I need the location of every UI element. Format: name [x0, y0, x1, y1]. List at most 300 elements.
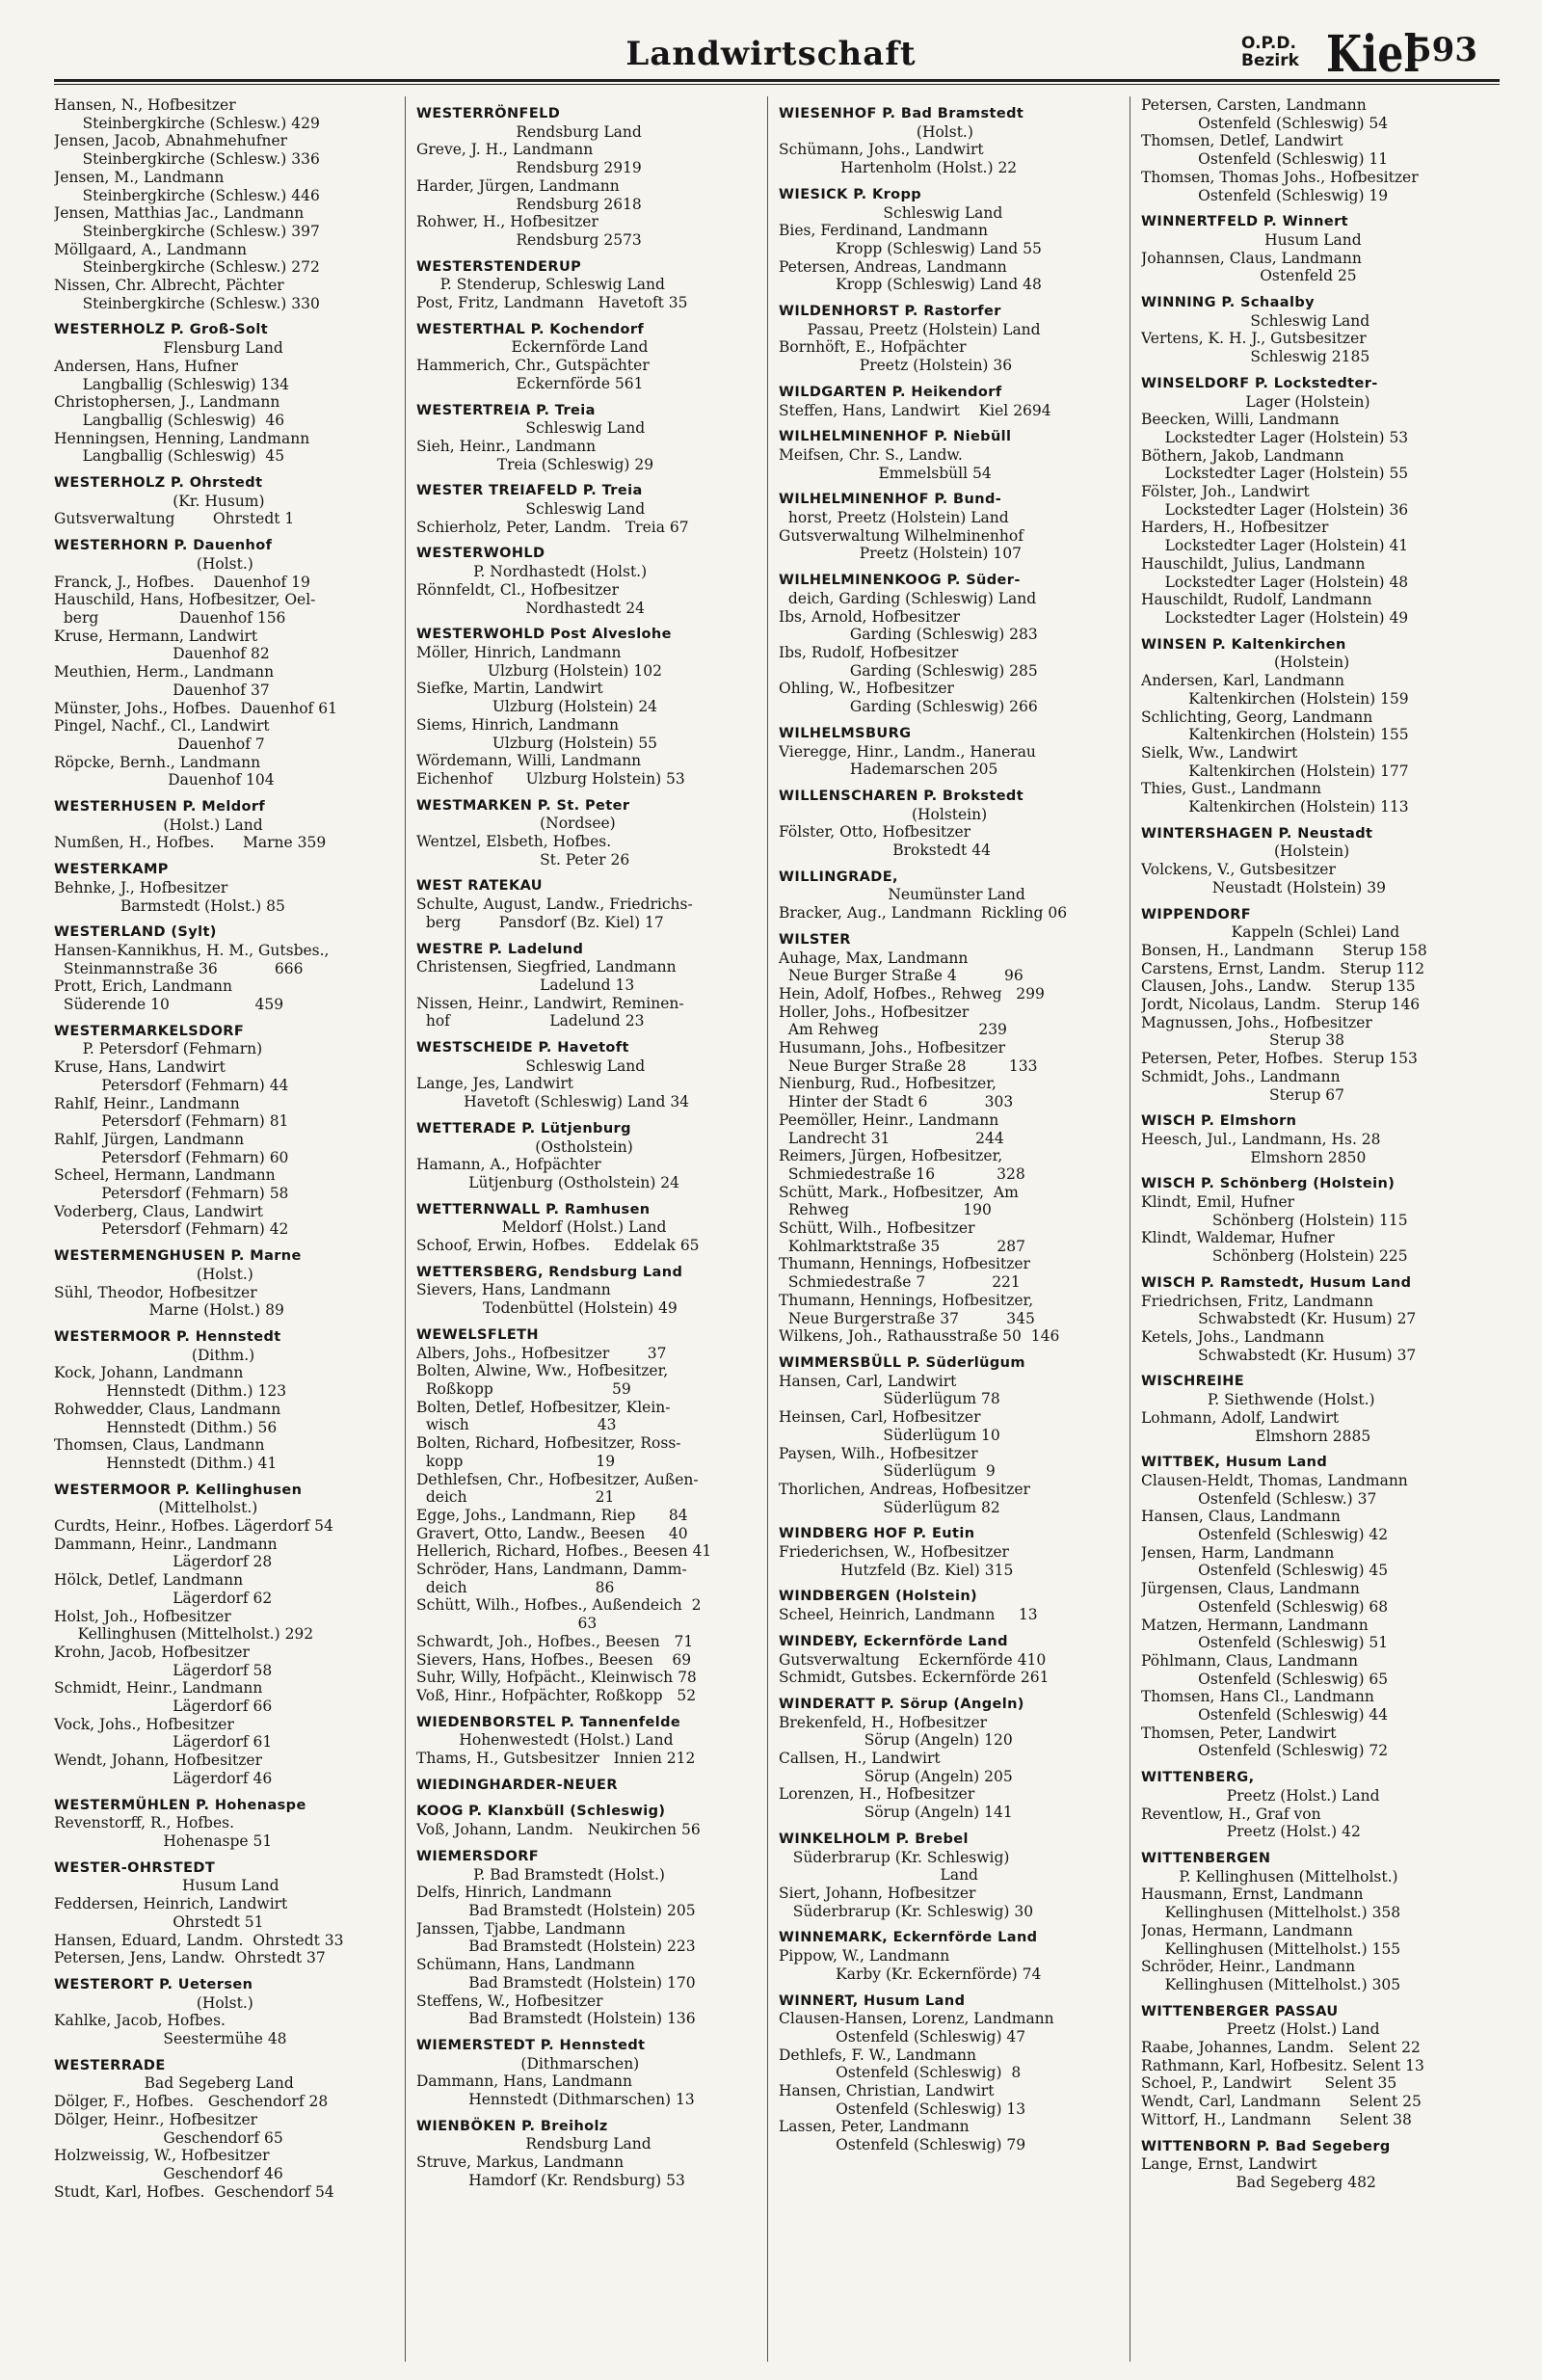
directory-line: Andersen, Hans, Hufner	[54, 357, 238, 375]
directory-line: Thomsen, Detlef, Landwirt	[1141, 132, 1343, 150]
directory-line: Bad Bramstedt (Holstein) 223	[416, 1938, 696, 1956]
place-heading: WESTERTHAL P. Kochendorf	[416, 321, 645, 337]
directory-line: Rathmann, Karl, Hofbesitz. Selent 13	[1141, 2056, 1424, 2074]
directory-line: Rohwer, H., Hofbesitzer	[416, 213, 598, 231]
directory-line: Kruse, Hans, Landwirt	[54, 1058, 226, 1077]
directory-line: Gutsverwaltung Eckernförde 410	[779, 1650, 1047, 1669]
directory-line: Nissen, Heinr., Landwirt, Reminen-	[416, 994, 684, 1012]
directory-line: Peemöller, Heinr., Landmann	[779, 1110, 999, 1129]
directory-line: Studt, Karl, Hofbes. Geschendorf 54	[54, 2182, 334, 2201]
directory-line: Hamann, A., Hofpächter	[416, 1156, 601, 1174]
header-rule-thin	[54, 84, 1500, 85]
place-heading: WINNERTFELD P. Winnert	[1141, 214, 1348, 230]
directory-line: Delfs, Hinrich, Landmann	[416, 1884, 612, 1902]
directory-line: Jordt, Nicolaus, Landm. Sterup 146	[1141, 996, 1421, 1014]
directory-line: Gutsverwaltung Wilhelminenhof	[779, 526, 1024, 545]
directory-line: Bad Bramstedt (Holstein) 136	[416, 2010, 696, 2028]
place-heading: WESTERRADE	[54, 2057, 166, 2073]
directory-line: Post, Fritz, Landmann Havetoft 35	[416, 294, 688, 312]
directory-line: Petersdorf (Fehmarn) 81	[54, 1112, 289, 1131]
directory-line: Bolten, Alwine, Ww., Hofbesitzer,	[416, 1362, 669, 1380]
place-heading: WINNEMARK, Eckernförde Land	[779, 1930, 1038, 1946]
directory-line: Seestermühe 48	[54, 2030, 287, 2048]
directory-line: Husum Land	[1141, 230, 1362, 249]
directory-line: Schleswig Land	[779, 203, 1003, 222]
directory-line: Hademarschen 205	[779, 761, 998, 779]
directory-line: Hohenwestedt (Holst.) Land	[416, 1731, 674, 1750]
directory-line: Landrecht 31 244	[779, 1129, 1004, 1147]
directory-line: Petersdorf (Fehmarn) 44	[54, 1076, 289, 1094]
directory-line: Hohenaspe 51	[54, 1832, 273, 1850]
place-heading: WESTERMÜHLEN P. Hohenaspe	[54, 1797, 306, 1813]
directory-line: Meifsen, Chr. S., Landw.	[779, 445, 963, 464]
directory-line: Franck, J., Hofbes. Dauenhof 19	[54, 573, 310, 591]
directory-line: Scheel, Heinrich, Landmann 13	[779, 1606, 1038, 1624]
directory-line: Ostenfeld (Schleswig) 45	[1141, 1562, 1389, 1580]
directory-line: Schleswig Land	[416, 1056, 646, 1075]
place-heading: WINSEN P. Kaltenkirchen	[1141, 636, 1346, 653]
directory-line: Kellinghusen (Mittelholst.) 358	[1141, 1904, 1401, 1922]
directory-line: Süderlügum 82	[779, 1498, 1000, 1516]
directory-line: Nordhastedt 24	[416, 599, 645, 617]
directory-line: Böthern, Jakob, Landmann	[1141, 446, 1344, 465]
directory-line: deich 86	[416, 1578, 615, 1596]
directory-line: Ostenfeld (Schleswig) 44	[1141, 1706, 1389, 1725]
directory-line: Petersdorf (Fehmarn) 58	[54, 1185, 289, 1203]
directory-line: Dauenhof 37	[54, 681, 270, 699]
directory-line: Karby (Kr. Eckernförde) 74	[779, 1965, 1042, 1983]
directory-line: Feddersen, Heinrich, Landwirt	[54, 1895, 288, 1913]
directory-line: Neumünster Land	[779, 886, 1025, 904]
directory-line: Schlichting, Georg, Landmann	[1141, 708, 1373, 726]
directory-line: P. Kellinghusen (Mittelholst.)	[1141, 1867, 1398, 1885]
directory-line: Preetz (Holst.) 42	[1141, 1823, 1361, 1841]
directory-line: Sielk, Ww., Landwirt	[1141, 743, 1298, 762]
directory-line: Elmshorn 2850	[1141, 1148, 1367, 1166]
bezirk-label: Bezirk	[1241, 51, 1299, 70]
directory-line: Schleswig Land	[1141, 311, 1370, 330]
directory-line: Dammann, Hans, Landmann	[416, 2072, 633, 2091]
directory-line: Ostenfeld (Schleswig) 8	[779, 2064, 1022, 2082]
directory-line: Ibs, Arnold, Hofbesitzer	[779, 607, 961, 626]
directory-line: Lockstedter Lager (Holstein) 55	[1141, 465, 1409, 483]
directory-line: (Holst.) Land	[54, 816, 263, 834]
directory-line: Prott, Erich, Landmann	[54, 977, 233, 996]
directory-line: Kruse, Hermann, Landwirt	[54, 627, 258, 645]
directory-line: (Holst.)	[54, 1265, 253, 1283]
directory-line: Bad Bramstedt (Holstein) 205	[416, 1901, 696, 1919]
directory-line: Rendsburg 2573	[416, 230, 642, 249]
place-heading: WESTERLAND (Sylt)	[54, 924, 217, 941]
directory-line: wisch 43	[416, 1416, 617, 1434]
directory-line: Steinbergkirche (Schlesw.) 336	[54, 150, 320, 169]
directory-line: Süderende 10 459	[54, 996, 284, 1014]
directory-line: P. Siethwende (Holst.)	[1141, 1391, 1375, 1409]
directory-line: Behnke, J., Hofbesitzer	[54, 878, 228, 896]
directory-line: Schümann, Hans, Landmann	[416, 1956, 635, 1974]
directory-line: Bad Segeberg 482	[1141, 2173, 1376, 2191]
directory-line: Land	[779, 1866, 978, 1885]
directory-line: Sörup (Angeln) 205	[779, 1767, 1013, 1785]
directory-line: Möller, Hinrich, Landmann	[416, 643, 622, 661]
directory-line: Christophersen, J., Landmann	[54, 393, 280, 412]
directory-line: Christensen, Siegfried, Landmann	[416, 958, 677, 976]
directory-line: Hinter der Stadt 6 303	[779, 1093, 1014, 1111]
directory-line: P. Nordhastedt (Holst.)	[416, 563, 648, 581]
directory-line: Kellinghusen (Mittelholst.) 292	[54, 1625, 314, 1644]
place-heading: WIMMERSBÜLL P. Süderlügum	[779, 1355, 1025, 1371]
directory-line: Sörup (Angeln) 141	[779, 1804, 1013, 1822]
directory-line: Schmidt, Gutsbes. Eckernförde 261	[779, 1669, 1050, 1687]
directory-line: Johannsen, Claus, Landmann	[1141, 249, 1362, 267]
directory-line: Friedrichsen, Fritz, Landmann	[1141, 1292, 1373, 1310]
page-title: Landwirtschaft	[625, 35, 917, 73]
place-heading: WILHELMSBURG	[779, 725, 912, 741]
place-heading: WESTERORT P. Uetersen	[54, 1976, 253, 1992]
directory-line: Eckernförde 561	[416, 374, 644, 392]
place-heading: WIEDINGHARDER-NEUER	[416, 1777, 618, 1793]
directory-line: Ulzburg (Holstein) 55	[416, 734, 658, 752]
place-heading: WESTERMENGHUSEN P. Marne	[54, 1248, 302, 1265]
directory-line: Hennstedt (Dithm.) 41	[54, 1454, 278, 1472]
directory-line: Lange, Jes, Landwirt	[416, 1075, 573, 1093]
directory-line: Ostenfeld (Schleswig) 68	[1141, 1597, 1389, 1616]
directory-line: Hansen, Eduard, Landm. Ohrstedt 33	[54, 1931, 344, 1949]
directory-line: Holler, Johs., Hofbesitzer	[779, 1003, 970, 1021]
place-heading: WESTERWOHLD	[416, 546, 545, 562]
directory-line: Matzen, Hermann, Landmann	[1141, 1616, 1369, 1634]
directory-line: Havetoft (Schleswig) Land 34	[416, 1093, 690, 1111]
directory-line: Schoof, Erwin, Hofbes. Eddelak 65	[416, 1237, 700, 1255]
directory-line: Schröder, Heinr., Landmann	[1141, 1958, 1356, 1976]
directory-line: Vock, Johs., Hofbesitzer	[54, 1715, 234, 1733]
directory-line: Schröder, Hans, Landmann, Damm-	[416, 1561, 687, 1579]
directory-line: Clausen-Heldt, Thomas, Landmann	[1141, 1471, 1408, 1489]
directory-line: Wittorf, H., Landmann Selent 38	[1141, 2110, 1412, 2128]
directory-line: Preetz (Holstein) 36	[779, 357, 1013, 375]
directory-line: Schmiedestraße 7 221	[779, 1273, 1021, 1292]
place-heading: WITTBEK, Husum Land	[1141, 1455, 1328, 1471]
directory-line: Süderlügum 78	[779, 1390, 1000, 1408]
directory-line: Preetz (Holst.) Land	[1141, 1786, 1380, 1805]
place-heading: WEST RATEKAU	[416, 878, 543, 895]
opd-label: O.P.D.	[1241, 34, 1296, 53]
directory-line: Neustadt (Holstein) 39	[1141, 878, 1386, 896]
directory-line: (Holstein)	[1141, 654, 1350, 672]
directory-line: Ulzburg (Holstein) 24	[416, 698, 658, 716]
place-heading: WESTERMOOR P. Kellinghusen	[54, 1482, 303, 1498]
directory-line: Ostenfeld (Schleswig) 65	[1141, 1670, 1389, 1688]
directory-line: Thams, H., Gutsbesitzer Innien 212	[416, 1750, 696, 1768]
directory-line: Bolten, Detlef, Hofbesitzer, Klein-	[416, 1398, 671, 1416]
directory-line: Bies, Ferdinand, Landmann	[779, 222, 989, 240]
directory-line: Thomsen, Hans Cl., Landmann	[1141, 1688, 1374, 1706]
directory-line: Lockstedter Lager (Holstein) 53	[1141, 428, 1409, 446]
place-heading: WIESENHOF P. Bad Bramstedt	[779, 106, 1024, 121]
place-heading: WINKELHOLM P. Brebel	[779, 1831, 969, 1847]
directory-line: Suhr, Willy, Hofpächt., Kleinwisch 78	[416, 1669, 697, 1687]
directory-line: Pöhlmann, Claus, Landmann	[1141, 1651, 1359, 1670]
directory-line: Schoel, P., Landwirt Selent 35	[1141, 2074, 1397, 2093]
directory-line: Vertens, K. H. J., Gutsbesitzer	[1141, 330, 1367, 348]
directory-line: Schmidt, Johs., Landmann	[1141, 1067, 1341, 1085]
directory-line: Voß, Hinr., Hofpächter, Roßkopp 52	[416, 1686, 697, 1704]
directory-line: Schleswig Land	[416, 500, 646, 519]
place-heading: WISCH P. Ramstedt, Husum Land	[1141, 1274, 1412, 1291]
place-heading: WINTERSHAGEN P. Neustadt	[1141, 825, 1373, 842]
directory-line: Sievers, Hans, Hofbes., Beesen 69	[416, 1650, 692, 1669]
directory-line: Ostenfeld 25	[1141, 267, 1357, 285]
directory-line: Am Rehweg 239	[779, 1021, 1007, 1039]
directory-line: Voß, Johann, Landm. Neukirchen 56	[416, 1821, 701, 1839]
place-heading: WINNING P. Schaalby	[1141, 295, 1315, 311]
directory-line: Albers, Johs., Hofbesitzer 37	[416, 1344, 667, 1362]
column-4	[1141, 96, 1500, 2362]
directory-line: Callsen, H., Landwirt	[779, 1750, 941, 1768]
directory-line: Rendsburg Land	[416, 122, 642, 141]
directory-line: Ostenfeld (Schlesw.) 37	[1141, 1489, 1377, 1508]
directory-line: Petersen, Andreas, Landmann	[779, 257, 1007, 276]
directory-line: Hein, Adolf, Hofbes., Rehweg 299	[779, 984, 1045, 1003]
directory-line: Jürgensen, Claus, Landmann	[1141, 1580, 1360, 1598]
directory-line: Lägerdorf 61	[54, 1733, 273, 1752]
directory-line: Thumann, Hennings, Hofbesitzer,	[779, 1291, 1034, 1309]
directory-line: Andersen, Karl, Landmann	[1141, 672, 1345, 690]
directory-line: Reimers, Jürgen, Hofbesitzer,	[779, 1147, 1003, 1165]
directory-line: Rendsburg 2919	[416, 159, 642, 177]
directory-line: Wentzel, Elsbeth, Hofbes.	[416, 833, 612, 851]
directory-line: Lägerdorf 66	[54, 1698, 273, 1716]
directory-line: Fölster, Otto, Hofbesitzer	[779, 823, 971, 842]
directory-line: (Ostholstein)	[416, 1137, 633, 1156]
directory-line: Marne (Holst.) 89	[54, 1301, 284, 1320]
directory-line: Pippow, W., Landmann	[779, 1947, 950, 1966]
place-heading: WIENBÖKEN P. Breiholz	[416, 2118, 608, 2134]
directory-line: Ostenfeld (Schleswig) 13	[779, 2099, 1026, 2118]
directory-line: deich 21	[416, 1488, 615, 1507]
directory-line: Schleswig 2185	[1141, 348, 1370, 366]
directory-line: Süderbrarup (Kr. Schleswig)	[779, 1848, 1010, 1866]
directory-line: Geschendorf 65	[54, 2128, 283, 2147]
directory-line: Husumann, Johs., Hofbesitzer	[779, 1039, 1006, 1057]
directory-line: Schmidt, Heinr., Landmann	[54, 1679, 263, 1698]
directory-line: Pingel, Nachf., Cl., Landwirt	[54, 717, 270, 735]
directory-line: Ostenfeld (Schleswig) 54	[1141, 114, 1389, 132]
directory-line: Rahlf, Heinr., Landmann	[54, 1094, 240, 1112]
place-heading: WILDENHORST P. Rastorfer	[779, 304, 1001, 320]
directory-line: Voderberg, Claus, Landwirt	[54, 1202, 264, 1220]
directory-line: Henningsen, Henning, Landmann	[54, 429, 310, 447]
directory-line: Kaltenkirchen (Holstein) 155	[1141, 726, 1409, 744]
directory-line: Thomsen, Thomas Johs., Hofbesitzer	[1141, 168, 1419, 186]
directory-line: Sühl, Theodor, Hofbesitzer	[54, 1283, 257, 1301]
directory-line: Lange, Ernst, Landwirt	[1141, 2155, 1317, 2174]
directory-line: Kohlmarktstraße 35 287	[779, 1237, 1025, 1255]
directory-line: Lägerdorf 28	[54, 1553, 273, 1571]
directory-line: Hansen, Christian, Landwirt	[779, 2082, 995, 2100]
place-heading: WIPPENDORF	[1141, 906, 1252, 923]
directory-line: Curdts, Heinr., Hofbes. Lägerdorf 54	[54, 1517, 333, 1536]
column-3	[779, 96, 1118, 2362]
directory-line: Lägerdorf 58	[54, 1661, 273, 1679]
directory-line: Lorenzen, H., Hofbesitzer	[779, 1785, 975, 1804]
directory-line: Sievers, Hans, Landmann	[416, 1281, 611, 1299]
directory-line: Dauenhof 104	[54, 771, 275, 789]
place-heading: WESTERHUSEN P. Meldorf	[54, 799, 266, 816]
directory-line: Ostenfeld (Schleswig) 51	[1141, 1634, 1389, 1652]
directory-line: Neue Burger Straße 4 96	[779, 967, 1024, 985]
header-rule	[54, 79, 1500, 82]
directory-line: (Dithmarschen)	[416, 2054, 640, 2072]
directory-line: Ketels, Johs., Landmann	[1141, 1328, 1325, 1346]
directory-line: Hutzfeld (Bz. Kiel) 315	[779, 1561, 1014, 1579]
place-heading: WESTERKAMP	[54, 862, 169, 878]
directory-line: Hennstedt (Dithm.) 123	[54, 1382, 287, 1401]
directory-line: Ohling, W., Hofbesitzer	[779, 680, 954, 698]
directory-line: Preetz (Holstein) 107	[779, 545, 1022, 563]
directory-line: Hansen, Carl, Landwirt	[779, 1372, 957, 1390]
directory-line: Reventlow, H., Graf von	[1141, 1805, 1321, 1823]
directory-line: Hauschildt, Julius, Landmann	[1141, 554, 1366, 573]
directory-line: Schmiedestraße 16 328	[779, 1164, 1025, 1183]
column-divider	[405, 96, 406, 2362]
directory-line: Möllgaard, A., Landmann	[54, 240, 248, 258]
directory-line: Gutsverwaltung Ohrstedt 1	[54, 510, 295, 528]
directory-line: Petersen, Jens, Landw. Ohrstedt 37	[54, 1949, 326, 1967]
directory-line: Neue Burgerstraße 37 345	[779, 1309, 1035, 1327]
directory-line: Ladelund 13	[416, 976, 635, 994]
place-heading: WETTERADE P. Lütjenburg	[416, 1120, 631, 1137]
place-heading: WESTERWOHLD Post Alveslohe	[416, 627, 672, 643]
directory-line: Scheel, Hermann, Landmann	[54, 1166, 276, 1185]
directory-line: Schwabstedt (Kr. Husum) 37	[1141, 1346, 1417, 1364]
directory-line: Holst, Joh., Hofbesitzer	[54, 1607, 231, 1625]
directory-line: Elmshorn 2885	[1141, 1427, 1371, 1445]
directory-line: Dauenhof 82	[54, 645, 270, 663]
directory-line: Ostenfeld (Schleswig) 19	[1141, 186, 1389, 204]
directory-line: Steinbergkirche (Schlesw.) 446	[54, 186, 320, 204]
directory-line: Beecken, Willi, Landmann	[1141, 411, 1340, 429]
directory-line: Garding (Schleswig) 283	[779, 626, 1038, 644]
directory-line: Greve, J. H., Landmann	[416, 141, 594, 159]
directory-line: Wilkens, Joh., Rathausstraße 50 146	[779, 1327, 1060, 1346]
directory-line: (Kr. Husum)	[54, 492, 265, 510]
directory-line: Langballig (Schleswig) 45	[54, 447, 285, 466]
directory-line: Sterup 67	[1141, 1085, 1345, 1104]
place-heading: WILHELMINENHOF P. Niebüll	[779, 429, 1012, 445]
directory-line: Struve, Markus, Landmann	[416, 2153, 625, 2172]
directory-line: Dauenhof 7	[54, 735, 265, 753]
directory-line: Steinmannstraße 36 666	[54, 959, 304, 977]
directory-line: Kaltenkirchen (Holstein) 159	[1141, 689, 1409, 708]
directory-line: Hennstedt (Dithmarschen) 13	[416, 2091, 695, 2109]
directory-line: Rehweg 190	[779, 1201, 992, 1219]
place-heading: WISCHREIHE	[1141, 1374, 1245, 1390]
directory-line: Lägerdorf 46	[54, 1769, 273, 1787]
directory-line: Steinbergkirche (Schlesw.) 429	[54, 114, 320, 132]
directory-line: Dethlefsen, Chr., Hofbesitzer, Außen-	[416, 1470, 699, 1488]
directory-line: Jensen, Matthias Jac., Landmann	[54, 204, 305, 223]
directory-line: 63	[416, 1615, 598, 1633]
directory-line: Klindt, Emil, Hufner	[1141, 1193, 1295, 1212]
page-header	[0, 0, 1542, 84]
directory-line: Heesch, Jul., Landmann, Hs. 28	[1141, 1130, 1381, 1148]
directory-line: Paysen, Wilh., Hofbesitzer	[779, 1444, 978, 1462]
directory-line: Ostenfeld (Schleswig) 72	[1141, 1742, 1389, 1760]
directory-line: Passau, Preetz (Holstein) Land	[779, 320, 1041, 338]
directory-line: Ohrstedt 51	[54, 1912, 264, 1931]
directory-line: Lockstedter Lager (Holstein) 36	[1141, 500, 1409, 519]
directory-line: Rohwedder, Claus, Landmann	[54, 1400, 281, 1418]
directory-line: Husum Land	[54, 1877, 279, 1895]
place-heading: WINDEBY, Eckernförde Land	[779, 1633, 1008, 1649]
directory-line: Hansen, N., Hofbesitzer	[54, 96, 236, 114]
directory-line: Lägerdorf 62	[54, 1589, 273, 1607]
directory-line: Dölger, Heinr., Hofbesitzer	[54, 2110, 258, 2128]
directory-line: Petersen, Peter, Hofbes. Sterup 153	[1141, 1050, 1418, 1068]
directory-line: Steffen, Hans, Landwirt Kiel 2694	[779, 401, 1051, 419]
directory-line: Volckens, V., Gutsbesitzer	[1141, 861, 1336, 879]
directory-line: Geschendorf 46	[54, 2164, 283, 2182]
directory-line: Süderlügum 9	[779, 1462, 996, 1481]
directory-line: Magnussen, Johs., Hofbesitzer	[1141, 1013, 1372, 1031]
directory-line: Krohn, Jacob, Hofbesitzer	[54, 1643, 250, 1661]
place-heading: KOOG P. Klanxbüll (Schleswig)	[416, 1804, 666, 1820]
directory-line: (Holst.)	[779, 122, 973, 141]
place-heading: WESTERMOOR P. Hennstedt	[54, 1329, 281, 1345]
column-divider	[767, 96, 768, 2362]
place-heading: WITTENBORN P. Bad Segeberg	[1141, 2138, 1391, 2154]
directory-line: Petersdorf (Fehmarn) 60	[54, 1148, 289, 1166]
place-heading: WINDBERGEN (Holstein)	[779, 1589, 978, 1605]
place-heading: WESTERTREIA P. Treia	[416, 402, 596, 418]
directory-line: Ostenfeld (Schleswig) 11	[1141, 150, 1389, 169]
directory-line: Schümann, Johs., Landwirt	[779, 141, 984, 159]
directory-line: Treia (Schleswig) 29	[416, 455, 654, 473]
directory-line: Lütjenburg (Ostholstein) 24	[416, 1173, 680, 1191]
directory-line: Harders, H., Hofbesitzer	[1141, 519, 1329, 537]
directory-line: Thorlichen, Andreas, Hofbesitzer	[779, 1480, 1030, 1498]
directory-line: Thies, Gust., Landmann	[1141, 780, 1321, 798]
directory-line: Preetz (Holst.) Land	[1141, 2020, 1380, 2039]
directory-line: (Nordsee)	[416, 815, 616, 833]
place-heading: WESTERRÖNFELD	[416, 106, 561, 121]
directory-line: St. Peter 26	[416, 850, 630, 869]
directory-line: P. Bad Bramstedt (Holst.)	[416, 1865, 665, 1884]
directory-line: Thumann, Hennings, Hofbesitzer	[779, 1255, 1030, 1273]
directory-line: Schütt, Mark., Hofbesitzer, Am	[779, 1183, 1019, 1201]
directory-line: (Mittelholst.)	[54, 1499, 258, 1517]
column-1	[54, 96, 393, 2362]
directory-line: Bad Bramstedt (Holstein) 170	[416, 1973, 696, 1992]
directory-line: Ostenfeld (Schleswig) 79	[779, 2136, 1026, 2154]
column-2	[416, 96, 756, 2362]
place-heading: WINDERATT P. Sörup (Angeln)	[779, 1696, 1024, 1712]
directory-line: Rönnfeldt, Cl., Hofbesitzer	[416, 580, 620, 599]
place-heading: WESTERMARKELSDORF	[54, 1023, 245, 1039]
place-heading: WITTENBERG,	[1141, 1770, 1255, 1786]
directory-line: Lockstedter Lager (Holstein) 49	[1141, 608, 1409, 627]
directory-line: Bolten, Richard, Hofbesitzer, Ross-	[416, 1434, 681, 1453]
place-heading: WITTENBERGEN	[1141, 1850, 1271, 1866]
directory-line: Langballig (Schleswig) 134	[54, 375, 290, 393]
place-heading: WETTERSBERG, Rendsburg Land	[416, 1264, 683, 1280]
directory-line: Clausen-Hansen, Lorenz, Landmann	[779, 2010, 1054, 2028]
directory-line: Sieh, Heinr., Landmann	[416, 437, 597, 455]
directory-line: Hammerich, Chr., Gutspächter	[416, 357, 650, 375]
directory-line: Kropp (Schleswig) Land 55	[779, 239, 1042, 257]
directory-line: Steinbergkirche (Schlesw.) 272	[54, 258, 320, 277]
